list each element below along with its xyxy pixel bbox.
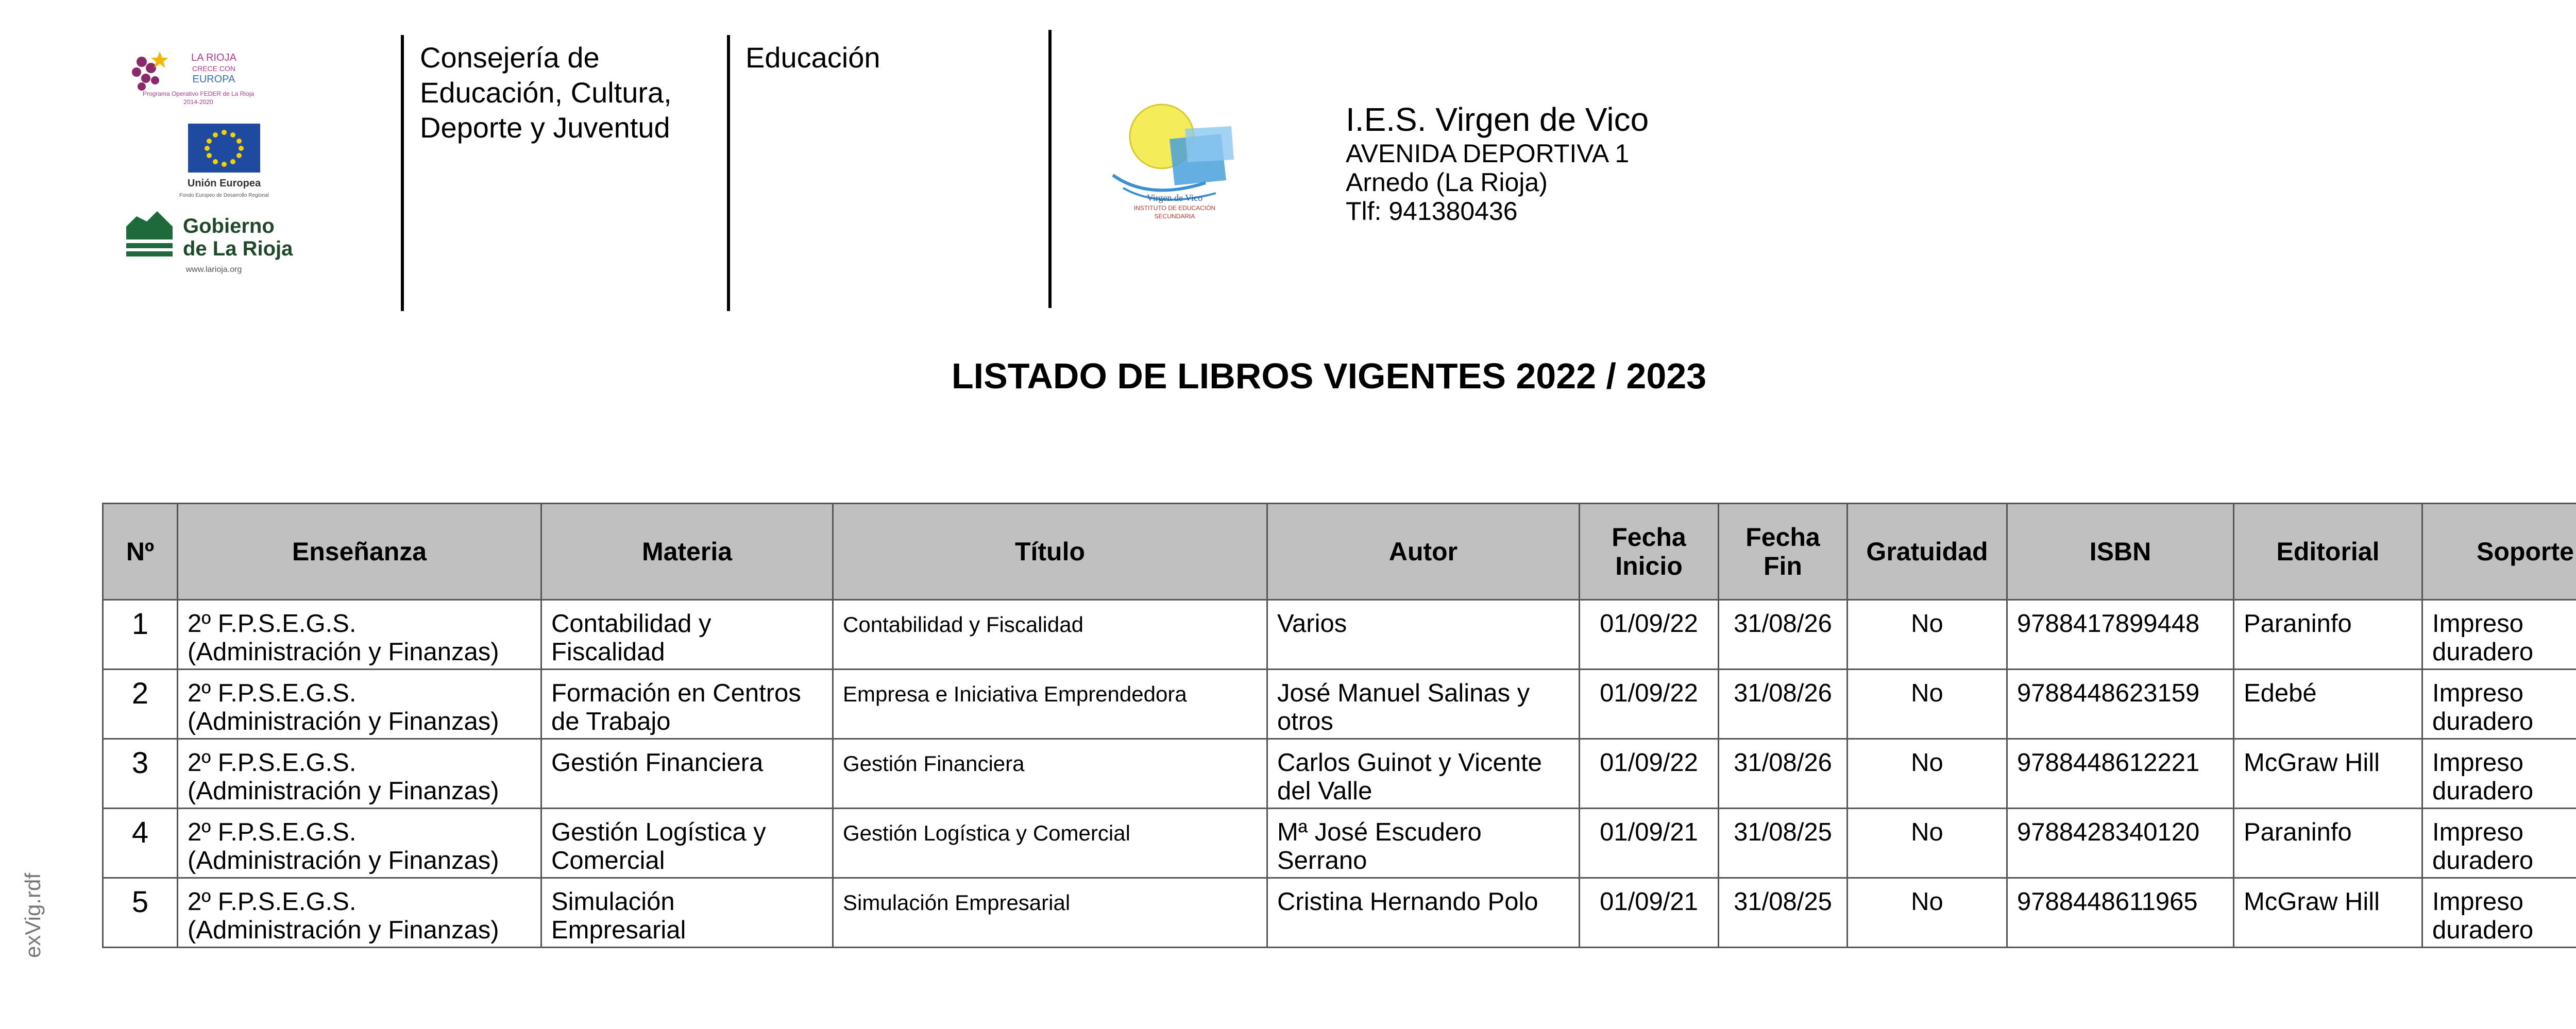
cell-gratuidad: No xyxy=(1848,600,2007,670)
header-fecha-fin xyxy=(1719,504,1848,600)
cell-materia xyxy=(541,670,833,739)
header-divider-2 xyxy=(727,35,730,311)
header-fecha-inicio-line: Fecha xyxy=(1612,523,1686,552)
cell-line: (Administración y Finanzas) xyxy=(188,777,499,805)
cell-fecha-fin: 31/08/26 xyxy=(1719,600,1848,670)
eu-flag-logo xyxy=(178,124,270,201)
cell-line: duradero xyxy=(2432,708,2534,735)
cell-line: Cristina Hernando Polo xyxy=(1277,888,1538,916)
header-fecha-inicio-line: Inicio xyxy=(1615,552,1683,580)
cell-gratuidad: No xyxy=(1848,878,2007,948)
cell-fecha-fin: 31/08/26 xyxy=(1719,739,1848,809)
header-divider-1 xyxy=(401,35,404,311)
cell-line: de Trabajo xyxy=(551,708,671,735)
cell-titulo: Gestión Logística y Comercial xyxy=(833,809,1267,878)
cell-line: otros xyxy=(1277,708,1333,735)
cell-line: (Administración y Finanzas) xyxy=(188,708,499,735)
table-row xyxy=(103,809,2576,878)
cell-materia xyxy=(541,739,833,809)
cell-line: Simulación xyxy=(551,888,675,916)
cell-line: Impreso xyxy=(2432,679,2524,707)
cell-isbn: 9788428340120 xyxy=(2007,809,2234,878)
cell-editorial: McGraw Hill xyxy=(2234,739,2422,809)
cell-fecha-inicio: 01/09/21 xyxy=(1580,809,1719,878)
cell-titulo: Gestión Financiera xyxy=(833,739,1267,809)
cell-line: 2º F.P.S.E.G.S. xyxy=(188,679,357,707)
school-name: I.E.S. Virgen de Vico xyxy=(1346,101,1649,138)
cell-line: (Administración y Finanzas) xyxy=(188,847,499,874)
header-isbn: ISBN xyxy=(2007,504,2234,600)
cell-editorial: Paraninfo xyxy=(2234,600,2422,670)
feder-line-1: LA RIOJA xyxy=(191,52,236,63)
cell-titulo: Simulación Empresarial xyxy=(833,878,1267,948)
school-info xyxy=(1346,100,1649,226)
header-ensenanza: Enseñanza xyxy=(178,504,541,600)
cell-num: 2 xyxy=(103,670,178,739)
institution-logos xyxy=(121,46,317,283)
cell-line: José Manuel Salinas y xyxy=(1277,679,1530,707)
gov-line-2: de La Rioja xyxy=(183,237,293,260)
cell-autor xyxy=(1267,878,1580,948)
cell-titulo: Contabilidad y Fiscalidad xyxy=(833,600,1267,670)
feder-logo xyxy=(121,46,286,108)
school-logo-name: Virgen de Vico xyxy=(1146,193,1203,203)
gov-url: www.larioja.org xyxy=(185,265,242,274)
header-titulo: Título xyxy=(833,504,1267,600)
cell-line: Impreso xyxy=(2432,610,2524,638)
header-divider-3 xyxy=(1048,30,1052,308)
cell-line: Comercial xyxy=(551,847,665,874)
cell-line: 2º F.P.S.E.G.S. xyxy=(188,610,357,638)
cell-line: Mª José Escudero xyxy=(1277,818,1482,846)
cell-editorial: Paraninfo xyxy=(2234,809,2422,878)
cell-ensenanza xyxy=(178,878,541,948)
cell-gratuidad: No xyxy=(1848,739,2007,809)
cell-materia xyxy=(541,878,833,948)
cell-autor xyxy=(1267,739,1580,809)
cell-gratuidad: No xyxy=(1848,670,2007,739)
header-materia: Materia xyxy=(541,504,833,600)
cell-fecha-fin: 31/08/25 xyxy=(1719,809,1848,878)
school-logo-sub2: SECUNDARIA xyxy=(1154,213,1195,220)
cell-materia xyxy=(541,809,833,878)
cell-line: Gestión Logística y xyxy=(551,818,766,846)
side-file-label: exVig.rdf xyxy=(21,873,45,958)
consejeria-line: Deporte y Juventud xyxy=(420,111,670,144)
cell-line: (Administración y Finanzas) xyxy=(188,916,499,944)
cell-fecha-inicio: 01/09/22 xyxy=(1580,600,1719,670)
cell-line: Impreso xyxy=(2432,749,2524,777)
table-header-row xyxy=(103,504,2576,600)
cell-autor xyxy=(1267,809,1580,878)
school-city: Arnedo (La Rioja) xyxy=(1346,168,1548,197)
header-autor: Autor xyxy=(1267,504,1580,600)
gobierno-la-rioja-logo xyxy=(126,206,322,283)
cell-isbn: 9788448623159 xyxy=(2007,670,2234,739)
consejeria-label xyxy=(420,40,672,145)
cell-gratuidad: No xyxy=(1848,809,2007,878)
cell-soporte xyxy=(2422,809,2576,878)
header-fecha-inicio xyxy=(1580,504,1719,600)
cell-isbn: 9788448611965 xyxy=(2007,878,2234,948)
cell-editorial: Edebé xyxy=(2234,670,2422,739)
cell-titulo: Empresa e Iniciativa Emprendedora xyxy=(833,670,1267,739)
cell-line: Carlos Guinot y Vicente xyxy=(1277,749,1542,777)
header-num: Nº xyxy=(103,504,178,600)
cell-line: Impreso xyxy=(2432,888,2524,916)
cell-line: 2º F.P.S.E.G.S. xyxy=(188,749,357,777)
consejeria-line: Consejería de xyxy=(420,41,600,74)
feder-program: Programa Operativo FEDER de La Rioja xyxy=(142,90,255,97)
cell-ensenanza xyxy=(178,809,541,878)
cell-isbn: 9788417899448 xyxy=(2007,600,2234,670)
books-table xyxy=(102,503,2576,948)
cell-line: Varios xyxy=(1277,610,1347,638)
cell-line: duradero xyxy=(2432,916,2534,944)
cell-fecha-fin: 31/08/26 xyxy=(1719,670,1848,739)
table-row xyxy=(103,878,2576,948)
school-address: AVENIDA DEPORTIVA 1 xyxy=(1346,139,1630,168)
consejeria-line: Educación, Cultura, xyxy=(420,76,672,109)
cell-line: duradero xyxy=(2432,638,2534,666)
table-row xyxy=(103,600,2576,670)
cell-line: duradero xyxy=(2432,777,2534,805)
cell-line: Contabilidad y xyxy=(551,610,711,638)
cell-line: Serrano xyxy=(1277,847,1367,874)
cell-soporte xyxy=(2422,878,2576,948)
cell-soporte xyxy=(2422,670,2576,739)
feder-line-3: EUROPA xyxy=(192,74,235,85)
cell-num: 1 xyxy=(103,600,178,670)
cell-line: Empresarial xyxy=(551,916,686,944)
header-gratuidad: Gratuidad xyxy=(1848,504,2007,600)
cell-line: Gestión Financiera xyxy=(551,749,764,777)
cell-autor xyxy=(1267,670,1580,739)
cell-soporte xyxy=(2422,739,2576,809)
eu-label: Unión Europea xyxy=(187,178,261,189)
gov-line-1: Gobierno xyxy=(183,215,275,237)
cell-line: (Administración y Finanzas) xyxy=(188,638,499,666)
cell-line: 2º F.P.S.E.G.S. xyxy=(188,888,357,916)
cell-num: 4 xyxy=(103,809,178,878)
cell-fecha-fin: 31/08/25 xyxy=(1719,878,1848,948)
cell-line: Formación en Centros xyxy=(551,679,801,707)
cell-autor xyxy=(1267,600,1580,670)
header-editorial: Editorial xyxy=(2234,504,2422,600)
school-logo xyxy=(1103,98,1278,221)
cell-ensenanza xyxy=(178,600,541,670)
cell-line: del Valle xyxy=(1277,777,1372,805)
cell-line: 2º F.P.S.E.G.S. xyxy=(188,818,357,846)
header-soporte: Soporte xyxy=(2422,504,2576,600)
cell-line: duradero xyxy=(2432,847,2534,874)
table-row xyxy=(103,670,2576,739)
feder-years: 2014-2020 xyxy=(183,98,213,106)
cell-isbn: 9788448612221 xyxy=(2007,739,2234,809)
cell-num: 3 xyxy=(103,739,178,809)
eu-sub: Fondo Europeo de Desarrollo Regional xyxy=(179,193,269,198)
table-row xyxy=(103,739,2576,809)
cell-fecha-inicio: 01/09/22 xyxy=(1580,739,1719,809)
cell-num: 5 xyxy=(103,878,178,948)
header-fecha-fin-line: Fecha xyxy=(1745,523,1820,552)
cell-soporte xyxy=(2422,600,2576,670)
cell-materia xyxy=(541,600,833,670)
feder-line-2: CRECE CON xyxy=(192,64,236,73)
cell-editorial: McGraw Hill xyxy=(2234,878,2422,948)
page-title: LISTADO DE LIBROS VIGENTES 2022 / 2023 xyxy=(951,356,1707,396)
cell-fecha-inicio: 01/09/21 xyxy=(1580,878,1719,948)
area-label: Educación xyxy=(745,41,880,74)
cell-line: Impreso xyxy=(2432,818,2524,846)
header-fecha-fin-line: Fin xyxy=(1764,552,1802,580)
school-phone: Tlf: 941380436 xyxy=(1346,197,1518,226)
cell-ensenanza xyxy=(178,670,541,739)
cell-ensenanza xyxy=(178,739,541,809)
cell-fecha-inicio: 01/09/22 xyxy=(1580,670,1719,739)
school-logo-sub1: INSTITUTO DE EDUCACIÓN xyxy=(1133,204,1216,212)
cell-line: Fiscalidad xyxy=(551,638,665,666)
